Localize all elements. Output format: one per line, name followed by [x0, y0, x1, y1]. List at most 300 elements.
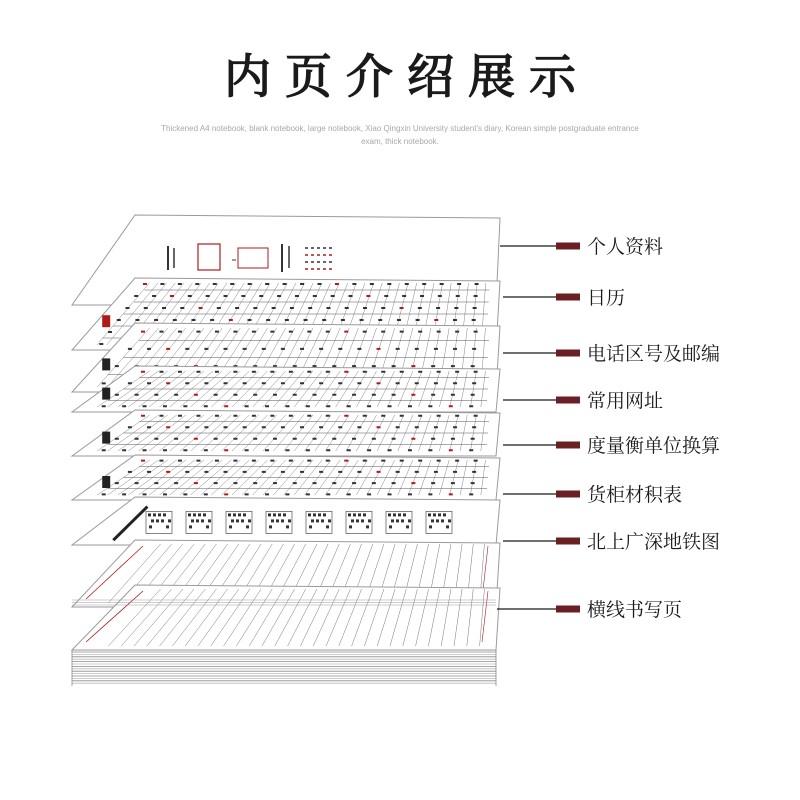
- table-cell-text: [214, 394, 218, 396]
- table-cell-text: [265, 493, 269, 495]
- table-cell-text: [360, 319, 364, 321]
- table-cell-text: [400, 460, 404, 462]
- table-cell-text: [326, 331, 330, 333]
- table-cell-text: [270, 331, 274, 333]
- table-cell-text: [160, 283, 164, 285]
- metro-map-dot: [351, 519, 354, 522]
- table-cell-text: [306, 493, 310, 495]
- table-cell-text: [277, 295, 281, 297]
- table-cell-text: [377, 382, 381, 384]
- table-cell-text: [338, 426, 342, 428]
- table-cell-text: [174, 438, 178, 440]
- table-cell-text: [253, 307, 257, 309]
- table-cell-text: [418, 307, 422, 309]
- table-cell-text: [307, 460, 311, 462]
- table-cell-text: [300, 426, 304, 428]
- table-cell-text: [273, 482, 277, 484]
- table-cell-text: [344, 371, 348, 373]
- metro-map-dot: [366, 525, 369, 528]
- sheet-heading-mark: [102, 315, 110, 327]
- table-cell-text: [307, 371, 311, 373]
- table-cell-text: [434, 319, 438, 321]
- table-cell-text: [170, 295, 174, 297]
- table-cell-text: [248, 283, 252, 285]
- table-cell-text: [281, 471, 285, 473]
- table-cell-text: [214, 482, 218, 484]
- table-cell-text: [199, 307, 203, 309]
- table-cell-text: [396, 426, 400, 428]
- table-cell-text: [224, 449, 228, 451]
- table-cell-text: [252, 415, 256, 417]
- sheet-heading-mark: [102, 358, 110, 370]
- table-cell-text: [388, 449, 392, 451]
- metro-map-dot: [208, 519, 211, 522]
- table-cell-text: [243, 471, 247, 473]
- callout-list: [497, 236, 720, 621]
- table-cell-text: [285, 319, 289, 321]
- table-cell-text: [248, 319, 252, 321]
- table-cell-text: [259, 295, 263, 297]
- table-cell-text: [243, 382, 247, 384]
- callout-label: 常用网址: [587, 390, 664, 412]
- callout-label: 横线书写页: [587, 599, 683, 621]
- table-cell-text: [440, 283, 444, 285]
- table-cell-text: [122, 405, 126, 407]
- metro-map-dot: [246, 525, 249, 528]
- metro-map-dot: [446, 525, 449, 528]
- table-cell-text: [322, 319, 326, 321]
- table-cell-text: [115, 394, 119, 396]
- table-cell-text: [388, 405, 392, 407]
- table-cell-text: [455, 331, 459, 333]
- table-cell-text: [411, 438, 415, 440]
- table-cell-text: [102, 493, 106, 495]
- metro-map-dot: [273, 513, 276, 516]
- table-cell-text: [415, 348, 419, 350]
- table-cell-text: [147, 382, 151, 384]
- table-cell-text: [141, 460, 145, 462]
- table-cell-text: [215, 460, 219, 462]
- table-cell-text: [306, 405, 310, 407]
- table-cell-text: [273, 394, 277, 396]
- table-cell-text: [338, 471, 342, 473]
- table-cell-text: [381, 307, 385, 309]
- notebook-sheet: [72, 366, 500, 412]
- table-cell-text: [402, 295, 406, 297]
- table-cell-text: [262, 426, 266, 428]
- table-cell-text: [357, 426, 361, 428]
- metro-map-dot: [193, 513, 196, 516]
- table-cell-text: [347, 449, 351, 451]
- table-cell-text: [115, 438, 119, 440]
- table-cell-text: [319, 426, 323, 428]
- callout-label: 货柜材积表: [587, 484, 683, 506]
- table-cell-text: [352, 283, 356, 285]
- callout-accent-bar: [556, 397, 580, 404]
- table-cell-text: [335, 283, 339, 285]
- callout-accent-bar: [556, 491, 580, 498]
- table-cell-text: [400, 307, 404, 309]
- table-cell-text: [122, 493, 126, 495]
- metro-map-dot: [276, 519, 279, 522]
- table-cell-text: [313, 438, 317, 440]
- notebook-sheet: [72, 410, 500, 456]
- metro-map-dot: [431, 519, 434, 522]
- table-cell-text: [457, 283, 461, 285]
- metro-map-dot: [408, 519, 411, 522]
- callout-label: 日历: [587, 287, 626, 309]
- table-cell-text: [141, 371, 145, 373]
- metro-map-dot: [403, 513, 406, 516]
- table-cell-text: [387, 283, 391, 285]
- table-cell-text: [326, 449, 330, 451]
- table-cell-text: [449, 449, 453, 451]
- metro-map-dot: [368, 519, 371, 522]
- table-cell-text: [377, 471, 381, 473]
- table-cell-text: [102, 405, 106, 407]
- table-cell-text: [229, 319, 233, 321]
- table-cell-text: [143, 283, 147, 285]
- table-cell-text: [451, 438, 455, 440]
- table-cell-text: [313, 394, 317, 396]
- table-cell-text: [204, 471, 208, 473]
- metro-map-dot: [391, 519, 394, 522]
- table-cell-text: [428, 493, 432, 495]
- table-cell-text: [392, 438, 396, 440]
- table-cell-text: [102, 449, 106, 451]
- table-cell-text: [262, 348, 266, 350]
- table-cell-text: [308, 307, 312, 309]
- table-cell-text: [434, 348, 438, 350]
- table-cell-text: [472, 426, 476, 428]
- metro-map-dot: [428, 513, 431, 516]
- layer-callout: [500, 236, 663, 258]
- metro-map-dot: [243, 513, 246, 516]
- table-cell-text: [415, 471, 419, 473]
- table-cell-text: [332, 394, 336, 396]
- table-cell-text: [204, 449, 208, 451]
- table-cell-text: [300, 283, 304, 285]
- table-cell-text: [233, 371, 237, 373]
- metro-map-dot: [328, 519, 331, 522]
- metro-map-dot: [191, 519, 194, 522]
- metro-map-dot: [288, 519, 291, 522]
- table-cell-text: [125, 307, 129, 309]
- table-cell-text: [273, 438, 277, 440]
- table-cell-text: [474, 331, 478, 333]
- layer-callout: [497, 599, 682, 621]
- table-cell-text: [265, 449, 269, 451]
- table-cell-text: [347, 493, 351, 495]
- table-cell-text: [233, 394, 237, 396]
- metro-map-dot: [388, 513, 391, 516]
- table-cell-text: [213, 283, 217, 285]
- table-cell-text: [152, 295, 156, 297]
- table-cell-text: [363, 460, 367, 462]
- metro-map-dot: [248, 519, 251, 522]
- table-cell-text: [194, 394, 198, 396]
- table-cell-text: [159, 460, 163, 462]
- metro-map-dot: [198, 513, 201, 516]
- table-cell-text: [338, 382, 342, 384]
- table-cell-text: [438, 295, 442, 297]
- metro-map-dot: [153, 513, 156, 516]
- table-cell-text: [178, 371, 182, 373]
- table-cell-text: [453, 348, 457, 350]
- metro-map-dot: [196, 519, 199, 522]
- metro-map-dot: [189, 525, 192, 528]
- table-cell-text: [141, 415, 145, 417]
- table-cell-text: [163, 449, 167, 451]
- page-stack: [72, 215, 500, 686]
- table-cell-text: [289, 460, 293, 462]
- table-cell-text: [115, 482, 119, 484]
- table-cell-text: [224, 348, 228, 350]
- callout-accent-bar: [556, 606, 580, 613]
- table-cell-text: [392, 394, 396, 396]
- table-cell-text: [397, 319, 401, 321]
- metro-map-dot: [448, 519, 451, 522]
- table-cell-text: [326, 307, 330, 309]
- metro-map-dot: [286, 525, 289, 528]
- table-cell-text: [469, 493, 473, 495]
- table-cell-text: [128, 426, 132, 428]
- table-cell-text: [224, 295, 228, 297]
- layer-callout: [503, 343, 720, 365]
- sheet-face: [72, 585, 500, 650]
- table-cell-text: [204, 493, 208, 495]
- table-cell-text: [166, 426, 170, 428]
- table-cell-text: [326, 493, 330, 495]
- table-cell-text: [143, 405, 147, 407]
- table-cell-text: [392, 482, 396, 484]
- metro-map-dot: [438, 513, 441, 516]
- table-cell-text: [428, 405, 432, 407]
- table-cell-text: [416, 319, 420, 321]
- table-cell-text: [437, 415, 441, 417]
- table-cell-text: [281, 348, 285, 350]
- metro-map-dot: [406, 525, 409, 528]
- metro-map-dot: [389, 525, 392, 528]
- callout-label: 电话区号及邮编: [587, 343, 721, 365]
- table-cell-text: [266, 319, 270, 321]
- table-cell-text: [436, 307, 440, 309]
- metro-map-dot: [318, 513, 321, 516]
- table-cell-text: [332, 365, 336, 367]
- table-cell-text: [372, 365, 376, 367]
- table-cell-text: [437, 371, 441, 373]
- table-cell-text: [469, 405, 473, 407]
- table-cell-text: [453, 382, 457, 384]
- table-cell-text: [245, 405, 249, 407]
- metro-map-dot: [206, 525, 209, 528]
- table-cell-text: [471, 438, 475, 440]
- table-cell-text: [163, 493, 167, 495]
- table-cell-text: [472, 348, 476, 350]
- table-cell-text: [285, 449, 289, 451]
- table-cell-text: [147, 471, 151, 473]
- table-cell-text: [206, 295, 210, 297]
- table-cell-text: [178, 283, 182, 285]
- metro-map-dot: [238, 513, 241, 516]
- table-cell-text: [224, 382, 228, 384]
- table-cell-text: [128, 471, 132, 473]
- metro-map-dot: [429, 525, 432, 528]
- metro-map-dot: [228, 513, 231, 516]
- table-cell-text: [377, 426, 381, 428]
- table-cell-text: [272, 307, 276, 309]
- table-cell-text: [289, 415, 293, 417]
- table-cell-text: [143, 493, 147, 495]
- table-cell-text: [349, 295, 353, 297]
- table-cell-text: [233, 482, 237, 484]
- table-cell-text: [473, 307, 477, 309]
- table-cell-text: [285, 405, 289, 407]
- table-cell-text: [431, 482, 435, 484]
- metro-map-dot: [308, 513, 311, 516]
- table-cell-text: [147, 348, 151, 350]
- table-cell-text: [451, 482, 455, 484]
- table-cell-text: [381, 415, 385, 417]
- metro-map-dot: [156, 519, 159, 522]
- metro-map-dot: [188, 513, 191, 516]
- table-cell-text: [253, 394, 257, 396]
- table-cell-text: [372, 394, 376, 396]
- table-cell-text: [262, 471, 266, 473]
- table-cell-text: [396, 348, 400, 350]
- callout-label: 北上广深地铁图: [587, 531, 721, 553]
- table-cell-text: [204, 348, 208, 350]
- table-cell-text: [178, 331, 182, 333]
- layer-callout: [503, 390, 663, 412]
- table-cell-text: [162, 307, 166, 309]
- table-cell-text: [319, 382, 323, 384]
- table-cell-text: [243, 426, 247, 428]
- table-cell-text: [344, 460, 348, 462]
- table-cell-text: [230, 283, 234, 285]
- table-cell-text: [300, 471, 304, 473]
- table-cell-text: [367, 449, 371, 451]
- table-cell-text: [295, 295, 299, 297]
- table-cell-text: [451, 394, 455, 396]
- page-subtitle: Thickened A4 notebook, blank notebook, large notebook, Xiao Qingxin University student's diary, Korean simple postgraduate entrance exam, thick notebook.: [161, 124, 639, 146]
- table-cell-text: [428, 449, 432, 451]
- metro-map-dot: [151, 519, 154, 522]
- table-cell-text: [173, 319, 177, 321]
- table-cell-text: [166, 382, 170, 384]
- metro-map-dot: [348, 513, 351, 516]
- table-cell-text: [196, 415, 200, 417]
- table-cell-text: [347, 405, 351, 407]
- table-cell-text: [367, 405, 371, 407]
- table-cell-text: [245, 493, 249, 495]
- table-cell-text: [313, 295, 317, 297]
- table-cell-text: [241, 295, 245, 297]
- table-cell-text: [204, 426, 208, 428]
- table-cell-text: [388, 493, 392, 495]
- table-cell-text: [252, 371, 256, 373]
- table-cell-text: [174, 394, 178, 396]
- table-cell-text: [453, 426, 457, 428]
- table-cell-text: [357, 471, 361, 473]
- table-cell-text: [319, 348, 323, 350]
- table-cell-text: [224, 471, 228, 473]
- table-cell-text: [265, 405, 269, 407]
- table-cell-text: [214, 438, 218, 440]
- metro-map-dot: [158, 513, 161, 516]
- table-cell-text: [285, 493, 289, 495]
- table-cell-text: [185, 471, 189, 473]
- table-cell-text: [183, 405, 187, 407]
- table-cell-text: [378, 319, 382, 321]
- layer-callout: [503, 435, 720, 457]
- sheet-heading-mark: [102, 432, 110, 444]
- table-cell-text: [363, 415, 367, 417]
- table-cell-text: [174, 482, 178, 484]
- table-cell-text: [437, 331, 441, 333]
- metro-map-dot: [271, 519, 274, 522]
- table-cell-text: [367, 493, 371, 495]
- table-cell-text: [117, 319, 121, 321]
- table-cell-text: [135, 438, 139, 440]
- table-cell-text: [449, 405, 453, 407]
- table-cell-text: [408, 493, 412, 495]
- table-cell-text: [415, 382, 419, 384]
- table-cell-text: [472, 471, 476, 473]
- table-cell-text: [185, 426, 189, 428]
- metro-map-dot: [281, 519, 284, 522]
- table-cell-text: [326, 405, 330, 407]
- table-cell-text: [215, 331, 219, 333]
- table-cell-text: [185, 348, 189, 350]
- metro-map-dot: [168, 519, 171, 522]
- table-cell-text: [210, 319, 214, 321]
- table-cell-text: [233, 415, 237, 417]
- table-cell-text: [134, 295, 138, 297]
- table-cell-text: [455, 415, 459, 417]
- table-cell-text: [381, 371, 385, 373]
- table-cell-text: [283, 283, 287, 285]
- table-cell-text: [128, 348, 132, 350]
- table-cell-text: [115, 365, 119, 367]
- notebook-sheet: [72, 497, 500, 545]
- table-cell-text: [434, 382, 438, 384]
- metro-map-dot: [313, 513, 316, 516]
- table-cell-text: [304, 319, 308, 321]
- table-cell-text: [306, 449, 310, 451]
- table-cell-text: [456, 295, 460, 297]
- table-cell-text: [252, 460, 256, 462]
- table-cell-text: [363, 331, 367, 333]
- callout-accent-bar: [556, 294, 580, 301]
- layer-callout: [503, 484, 682, 506]
- table-cell-text: [135, 319, 139, 321]
- table-cell-text: [217, 307, 221, 309]
- table-cell-text: [411, 365, 415, 367]
- callout-accent-bar: [556, 538, 580, 545]
- metro-map-dot: [201, 519, 204, 522]
- callout-label: 度量衡单位换算: [587, 435, 721, 457]
- table-cell-text: [411, 482, 415, 484]
- table-cell-text: [281, 382, 285, 384]
- table-cell-text: [453, 471, 457, 473]
- table-cell-text: [357, 382, 361, 384]
- table-cell-text: [262, 382, 266, 384]
- table-cell-text: [290, 307, 294, 309]
- table-cell-text: [352, 438, 356, 440]
- table-cell-text: [400, 415, 404, 417]
- callout-accent-bar: [556, 350, 580, 357]
